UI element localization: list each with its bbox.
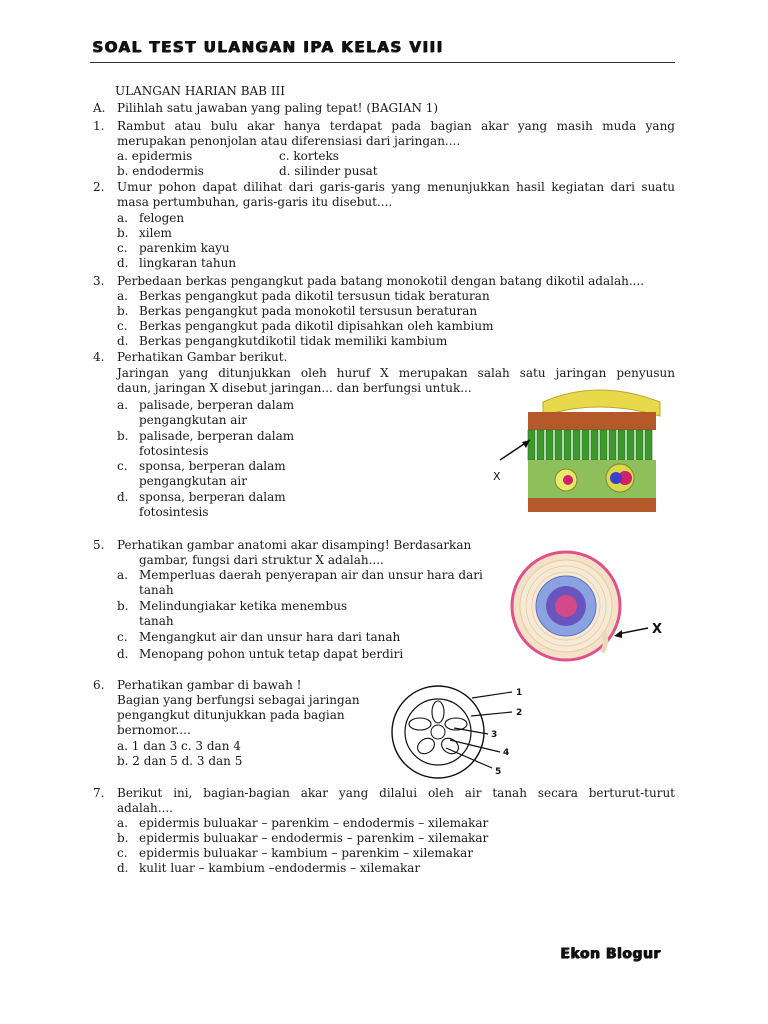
q2-option-a-letter: a. [117, 211, 128, 225]
q5-option-b-letter: b. [117, 599, 129, 613]
q4-option-a-line2: pengangkutan air [139, 413, 248, 427]
q2-text-line1: Umur pohon dapat dilihat dari garis-garis yang menunjukkan hasil kegiatan dari suatu [117, 180, 675, 194]
q6-text-line3: pengangkut ditunjukkan pada bagian [117, 708, 345, 722]
q6-label-2: 2 [516, 708, 523, 718]
q7-option-c: epidermis buluakar – kambium – parenkim – xilemakar [139, 846, 474, 860]
q5-option-c-letter: c. [117, 630, 128, 644]
q6-label-5: 5 [495, 767, 502, 777]
q1-option-b: b. endodermis [117, 164, 204, 178]
q2-text-line2: masa pertumbuhan, garis-garis itu disebut.... [117, 195, 393, 209]
q4-option-c-line2: pengangkutan air [139, 474, 248, 488]
q1-text-line1: Rambut atau bulu akar hanya terdapat pada bagian akar yang masih muda yang [117, 119, 675, 133]
q5-option-a-line1: Memperluas daerah penyerapan air dan unsur hara dari [139, 568, 483, 582]
q3-option-b: Berkas pengangkut pada monokotil tersusun beraturan [139, 304, 478, 318]
q4-text-line3: daun, jaringan X disebut jaringan... dan berfungsi untuk... [117, 381, 472, 395]
q4-number: 4. [93, 350, 105, 364]
q2-option-b: xilem [139, 226, 172, 240]
q3-option-d-letter: d. [117, 334, 129, 348]
section-letter: A. [93, 101, 106, 115]
q5-text-line1: Perhatikan gambar anatomi akar disamping! Berdasarkan [117, 538, 472, 552]
q7-text-line2: adalah.... [117, 801, 173, 815]
q6-number: 6. [93, 678, 105, 692]
leaf-cross-section-figure [488, 380, 668, 530]
stem-section-diagram [388, 682, 528, 782]
q1-number: 1. [93, 119, 105, 133]
q2-number: 2. [93, 180, 105, 194]
q4-option-d-line2: fotosintesis [139, 505, 209, 519]
header-divider [90, 62, 675, 63]
q2-option-b-letter: b. [117, 226, 129, 240]
q2-option-c-letter: c. [117, 241, 128, 255]
q1-option-c: c. korteks [279, 149, 339, 163]
q4-option-a-line1: palisade, berperan dalam [139, 398, 295, 412]
q7-number: 7. [93, 786, 105, 800]
q6-text-line4: bernomor.... [117, 723, 191, 737]
q3-text-line1: Perbedaan berkas pengangkut pada batang monokotil dengan batang dikotil adalah.... [117, 274, 645, 288]
q4-option-d-line1: sponsa, berperan dalam [139, 490, 286, 504]
q5-option-d: Menopang pohon untuk tetap dapat berdiri [139, 647, 404, 661]
q6-label-1: 1 [516, 688, 523, 698]
q3-option-c-letter: c. [117, 319, 128, 333]
q7-option-d: kulit luar – kambium –endodermis – xilemakar [139, 861, 421, 875]
q3-option-b-letter: b. [117, 304, 129, 318]
q4-option-b-line2: fotosintesis [139, 444, 209, 458]
section-instruction: Pilihlah satu jawaban yang paling tepat! (BAGIAN 1) [117, 101, 439, 115]
q4-option-c-line1: sponsa, berperan dalam [139, 459, 286, 473]
q4-option-b-line1: palisade, berperan dalam [139, 429, 295, 443]
q6-label-4: 4 [503, 748, 510, 758]
document-header-title: SOAL TEST ULANGAN IPA KELAS VIII [92, 38, 444, 56]
q3-number: 3. [93, 274, 105, 288]
q7-option-c-letter: c. [117, 846, 128, 860]
q6-text-line2: Bagian yang berfungsi sebagai jaringan [117, 693, 360, 707]
root-cross-section-figure [506, 548, 676, 668]
q2-option-d: lingkaran tahun [139, 256, 237, 270]
q6-label-3: 3 [491, 730, 498, 740]
q4-text-line2: Jaringan yang ditunjukkan oleh huruf X merupakan salah satu jaringan penyusun [117, 366, 675, 380]
q2-option-d-letter: d. [117, 256, 129, 270]
q3-option-c: Berkas pengangkut pada dikotil dipisahkan oleh kambium [139, 319, 494, 333]
q6-options-b-d: b. 2 dan 5 d. 3 dan 5 [117, 754, 243, 768]
q5-option-b-line1: Melindungiakar ketika menembus [139, 599, 348, 613]
q5-option-b-line2: tanah [139, 614, 174, 628]
q4-option-a-letter: a. [117, 398, 128, 412]
q4-option-d-letter: d. [117, 490, 129, 504]
exam-subtitle: ULANGAN HARIAN BAB III [115, 84, 286, 98]
q1-text-line2: merupakan penonjolan atau diferensiasi dari jaringan.... [117, 134, 461, 148]
q5-option-a-line2: tanah [139, 583, 174, 597]
q7-option-a-letter: a. [117, 816, 128, 830]
q2-option-a: felogen [139, 211, 185, 225]
q4-text-line1: Perhatikan Gambar berikut. [117, 350, 288, 364]
q4-option-c-letter: c. [117, 459, 128, 473]
q6-options-a-c: a. 1 dan 3 c. 3 dan 4 [117, 739, 241, 753]
q5-figure-label: X [652, 622, 663, 637]
q3-option-a-letter: a. [117, 289, 128, 303]
q7-text-line1: Berikut ini, bagian-bagian akar yang dilalui oleh air tanah secara berturut-turut [117, 786, 675, 800]
q1-option-d: d. silinder pusat [279, 164, 378, 178]
q6-text-line1: Perhatikan gambar di bawah ! [117, 678, 302, 692]
footer-signature: Ekon Blogur [560, 946, 661, 962]
q7-option-d-letter: d. [117, 861, 129, 875]
q5-option-d-letter: d. [117, 647, 129, 661]
q3-option-a: Berkas pengangkut pada dikotil tersusun tidak beraturan [139, 289, 490, 303]
q5-option-c: Mengangkut air dan unsur hara dari tanah [139, 630, 401, 644]
q5-number: 5. [93, 538, 105, 552]
q3-option-d: Berkas pengangkutdikotil tidak memiliki kambium [139, 334, 448, 348]
q5-option-a-letter: a. [117, 568, 128, 582]
q2-option-c: parenkim kayu [139, 241, 230, 255]
q7-option-b: epidermis buluakar – endodermis – parenkim – xilemakar [139, 831, 489, 845]
q4-figure-label: X [493, 470, 501, 483]
q1-option-a: a. epidermis [117, 149, 193, 163]
q4-option-b-letter: b. [117, 429, 129, 443]
q7-option-a: epidermis buluakar – parenkim – endodermis – xilemakar [139, 816, 489, 830]
q7-option-b-letter: b. [117, 831, 129, 845]
q5-text-line2: gambar, fungsi dari struktur X adalah.... [139, 553, 384, 567]
